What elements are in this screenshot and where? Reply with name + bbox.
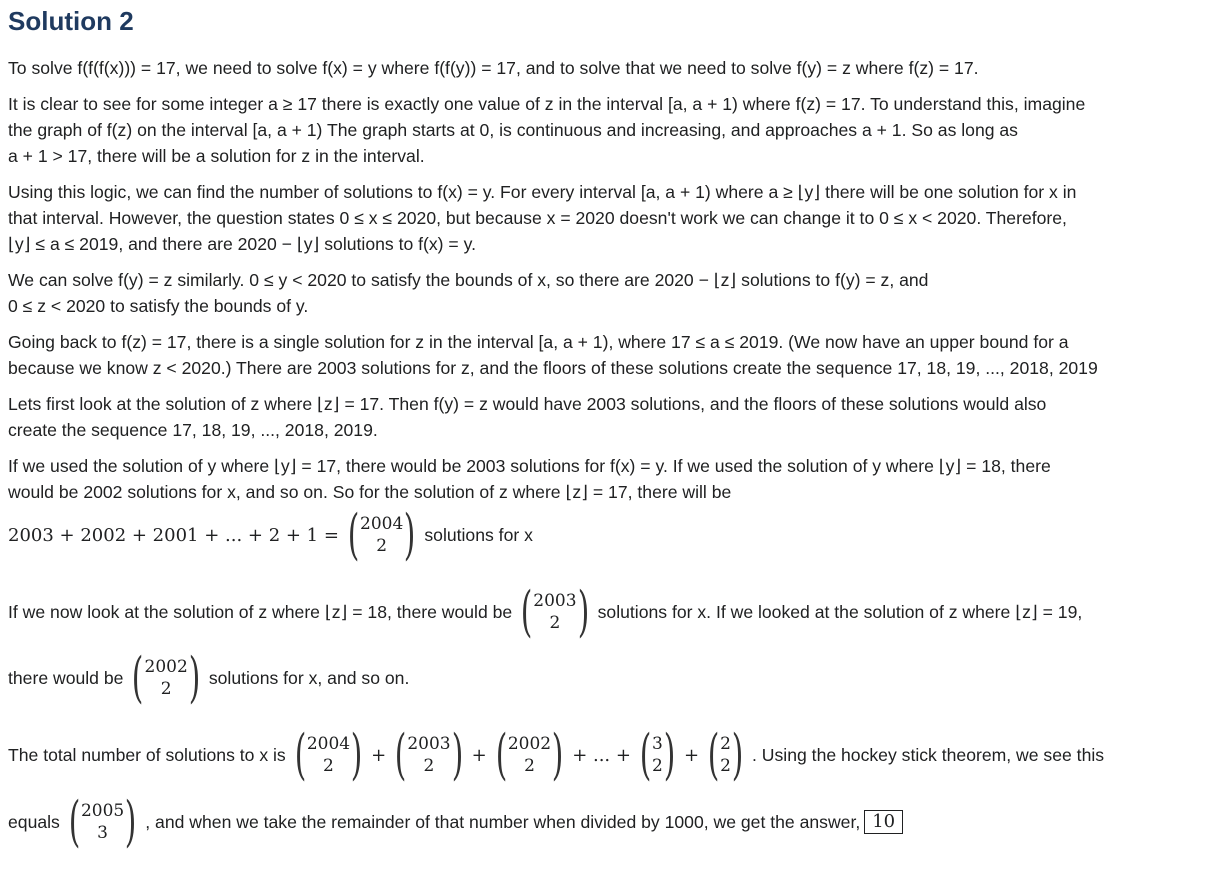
equation-1 [8, 503, 533, 566]
equation-3-pre: there would be [8, 667, 124, 688]
paragraph-2-line-3: a + 1 > 17, there will be a solution for z in the interval. [8, 146, 425, 166]
equation-2 [8, 580, 1083, 643]
binomial-top: 2005 [80, 801, 125, 821]
equation-5-post: , and when we take the remainder of that number when divided by 1000, we get the answer, [145, 811, 861, 832]
paragraph-7-line-1: If we used the solution of y where ⌊y⌋ = 17, there would be 2003 solutions for f(x) = y. If we used the solution of y where ⌊y⌋ = 18, there [8, 456, 1051, 476]
binomial-top: 2003 [407, 734, 451, 754]
binomial-2005-3: ( 2005 3 ) [68, 790, 137, 853]
equation-4-pre: The total number of solutions to x is [8, 744, 286, 765]
binomial-bottom: 2 [524, 756, 535, 776]
paragraph-2-line-1: It is clear to see for some integer a ≥ 17 there is exactly one value of z in the interval [a, a + 1) where f(z) = 17. To understand this, imagine [8, 94, 1086, 114]
boxed-answer: 10 [864, 810, 903, 834]
paragraph-3-line-3: ⌊y⌋ ≤ a ≤ 2019, and there are 2020 − ⌊y⌋ solutions to f(x) = y. [8, 234, 476, 254]
binomial-bottom: 2 [160, 679, 172, 699]
paragraph-6-line-2: create the sequence 17, 18, 19, ..., 2018, 2019. [8, 420, 378, 440]
paragraph-6-line-1: Lets first look at the solution of z where ⌊z⌋ = 17. Then f(y) = z would have 2003 solutions, and the floors of these solutions would also [8, 394, 1047, 414]
equation-4-post: . Using the hockey stick theorem, we see this [752, 744, 1105, 765]
binomial-bottom: 3 [97, 823, 108, 843]
section-title: Solution 2 [8, 6, 134, 36]
ellipsis-sum: + ... + [572, 744, 631, 766]
binomial-top: 2 [720, 734, 731, 754]
plus-sign: + [471, 744, 487, 766]
equation-2-pre: If we now look at the solution of z where ⌊z⌋ = 18, there would be [8, 601, 513, 622]
binomial-bottom: 2 [376, 536, 388, 556]
binomial-2002-2: ( 2002 2 ) [495, 723, 564, 786]
binomial-bottom: 2 [323, 756, 334, 776]
equation-2-post: solutions for x. If we looked at the solution of z where ⌊z⌋ = 19, [597, 601, 1083, 622]
binomial-top: 2004 [306, 734, 351, 754]
binomial-2-2: ( 2 2 ) [707, 723, 744, 786]
paragraph-3-line-2: that interval. However, the question states 0 ≤ x ≤ 2020, but because x = 2020 doesn't work we can change it to 0 ≤ x < 2020. Therefore, [8, 208, 1067, 228]
binomial-2002-2: ( 2002 2 ) [132, 646, 201, 709]
equation-1-rhs: solutions for x [424, 524, 533, 545]
paragraph-1: To solve f(f(f(x))) = 17, we need to solve f(x) = y where f(f(y)) = 17, and to solve that we need to solve f(y) = z where f(z) = 17. [8, 58, 979, 78]
equation-5-pre: equals [8, 811, 60, 832]
equation-4 [8, 723, 1105, 786]
plus-sign: + [683, 744, 700, 766]
binomial-top: 2002 [144, 657, 188, 677]
binomial-3-2: ( 3 2 ) [639, 723, 676, 786]
paragraph-5-line-2: because we know z < 2020.) There are 2003 solutions for z, and the floors of these solutions create the sequence 17, 18, 19, ..., 2018, 2019 [8, 358, 1098, 378]
binomial-bottom: 2 [652, 756, 663, 776]
binomial-top: 2004 [360, 514, 404, 534]
equation-5 [8, 790, 903, 853]
binomial-2003-2: ( 2003 2 ) [394, 723, 463, 786]
paragraph-5-line-1: Going back to f(z) = 17, there is a single solution for z in the interval [a, a + 1), where 17 ≤ a ≤ 2019. (We now have an upper bound for a [8, 332, 1069, 352]
binomial-bottom: 2 [720, 756, 731, 776]
binomial-bottom: 2 [549, 613, 561, 633]
equation-3 [8, 646, 410, 709]
plus-sign: + [371, 744, 387, 766]
paragraph-2-line-2: the graph of f(z) on the interval [a, a + 1) The graph starts at 0, is continuous and increasing, and approaches a + 1. So as long as [8, 120, 1018, 140]
paragraph-4-line-1: We can solve f(y) = z similarly. 0 ≤ y < 2020 to satisfy the bounds of x, so there are 2020 − ⌊z⌋ solutions to f(y) = z, and [8, 270, 929, 290]
binomial-top: 2003 [533, 591, 577, 611]
paragraph-4-line-2: 0 ≤ z < 2020 to satisfy the bounds of y. [8, 296, 309, 316]
binomial-top: 3 [652, 734, 663, 754]
binomial-bottom: 2 [423, 756, 435, 776]
paragraph-3-line-1: Using this logic, we can find the number of solutions to f(x) = y. For every interval [a, a + 1) where a ≥ ⌊y⌋ there will be one solution for x in [8, 182, 1077, 202]
binomial-2004-2: ( 2004 2 ) [347, 503, 416, 566]
binomial-2003-2: ( 2003 2 ) [520, 580, 589, 643]
equation-3-post: solutions for x, and so on. [208, 667, 410, 688]
paragraph-7-line-2: would be 2002 solutions for x, and so on. So for the solution of z where ⌊z⌋ = 17, there will be [8, 482, 732, 502]
binomial-top: 2002 [507, 734, 552, 754]
binomial-2004-2: ( 2004 2 ) [294, 723, 363, 786]
equation-1-lhs: 2003 + 2002 + 2001 + ... + 2 + 1 = [8, 524, 339, 546]
